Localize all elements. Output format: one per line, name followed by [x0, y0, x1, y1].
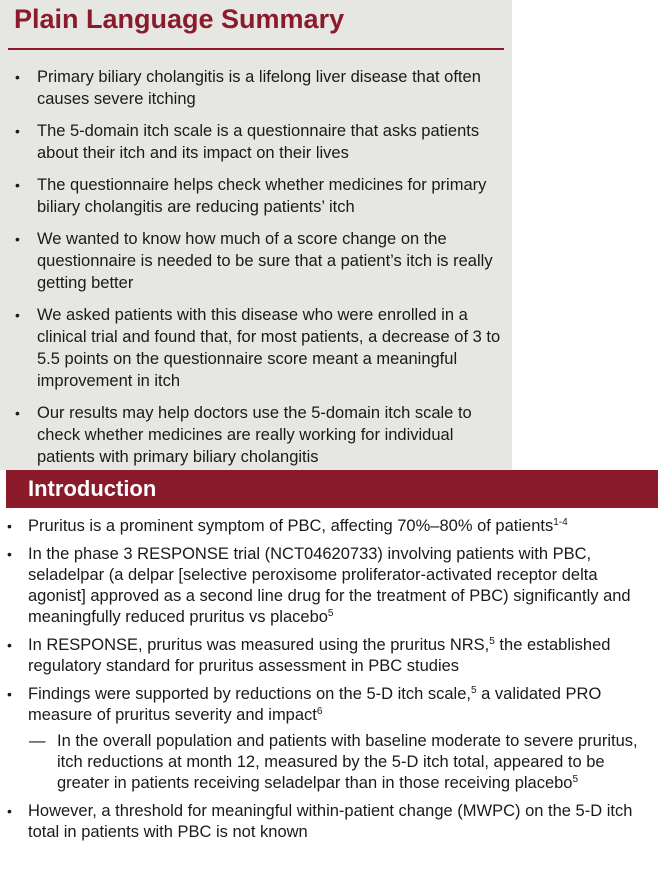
reference-superscript: 5	[572, 774, 579, 785]
introduction-header-bar	[6, 470, 658, 508]
intro-bullet	[6, 635, 658, 677]
reference-superscript: 6	[316, 706, 323, 717]
intro-bullet-text: However, a threshold for meaningful within-patient change (MWPC) on the 5-D itch total in patients with PBC is not known	[28, 802, 633, 841]
summary-item: • We wanted to know how much of a score change on the questionnaire is needed to be sure that a patient’s itch is really getting better	[14, 228, 509, 294]
summary-list	[14, 66, 509, 478]
reference-superscript: 5	[327, 608, 334, 619]
reference-superscript: 5	[489, 636, 495, 647]
intro-bullet-text: Findings were supported by reductions on the 5-D itch scale,	[28, 685, 471, 703]
summary-heading: Plain Language Summary	[14, 4, 345, 34]
summary-item: • The 5-domain itch scale is a questionnaire that asks patients about their itch and its impact on their lives	[14, 120, 509, 164]
intro-bullet-text: a validated PRO measure of pruritus severity and impact	[28, 685, 602, 724]
intro-bullet-text: the established regulatory standard for pruritus assessment in PBC studies	[28, 636, 611, 675]
intro-bullet	[6, 516, 658, 537]
summary-item: • The questionnaire helps check whether medicines for primary biliary cholangitis are reducing patients’ itch	[14, 174, 509, 218]
intro-bullet-text: In RESPONSE, pruritus was measured using the pruritus NRS,	[28, 636, 490, 654]
intro-sub-bullet-text: In the overall population and patients with baseline moderate to severe pruritus, itch reductions at month 12, measured by the 5-D itch total, appeared to be greater in patients receiving seladelpar than in those receiving placebo	[57, 732, 638, 792]
intro-sub-bullet	[6, 731, 658, 794]
reference-superscript: 1-4	[553, 517, 568, 528]
summary-heading-rule	[8, 48, 504, 50]
intro-bullet	[6, 801, 658, 843]
summary-item: • We asked patients with this disease who were enrolled in a clinical trial and found that, for most patients, a decrease of 3 to 5.5 points on the questionnaire score meant a meaningful improvement in itch	[14, 304, 509, 392]
intro-bullet-text: In the phase 3 RESPONSE trial (NCT04620733) involving patients with PBC, seladelpar (a delpar [selective peroxisome proliferator-activated receptor delta agonist] approved as a second line drug for the treatment of PBC) significantly and meaningfully reduced pruritus vs placebo	[28, 545, 631, 626]
plain-language-summary-box	[0, 0, 512, 470]
intro-bullet	[6, 684, 658, 726]
intro-bullet-text: Pruritus is a prominent symptom of PBC, affecting 70%–80% of patients	[28, 517, 554, 535]
summary-item: • Primary biliary cholangitis is a lifelong liver disease that often causes severe itching	[14, 66, 509, 110]
intro-bullet	[6, 544, 658, 628]
introduction-heading: Introduction	[28, 476, 157, 501]
reference-superscript: 5	[471, 685, 477, 696]
summary-item: • Our results may help doctors use the 5-domain itch scale to check whether medicines are really working for individual patients with primary biliary cholangitis	[14, 402, 509, 468]
introduction-list	[6, 516, 658, 850]
